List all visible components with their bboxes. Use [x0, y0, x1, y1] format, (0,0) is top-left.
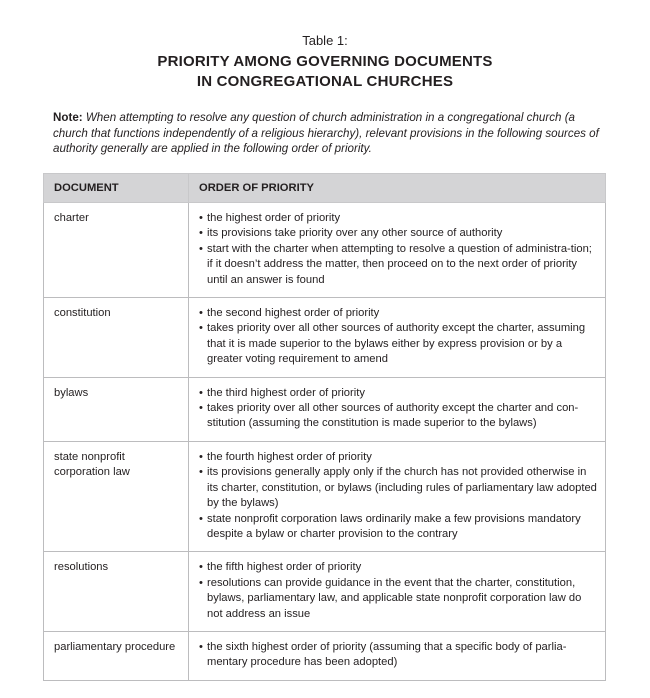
priority-bullet-list	[199, 450, 597, 542]
note-paragraph	[53, 110, 613, 157]
document-name-line: corporation law	[54, 466, 130, 479]
document-cell	[44, 298, 189, 378]
priority-bullet: • the fourth highest order of priority	[199, 450, 597, 465]
document-name-line: state nonprofit	[54, 450, 125, 463]
priority-bullet: • state nonprofit corporation laws ordinarily make a few provisions mandatory despite a bylaw or charter provision to the contrary	[199, 512, 597, 543]
document-cell	[44, 203, 189, 298]
document-name-line: constitution	[54, 307, 111, 320]
note-text: When attempting to resolve any question of church administration in a congregational church (a church that functions independently of a religious hierarchy), relevant provisions in the following sources of authority generally are applied in the following order of priority.	[53, 111, 599, 156]
priority-bullet-list	[199, 560, 597, 622]
priority-bullet-list	[199, 386, 597, 432]
priority-cell	[189, 441, 606, 551]
priority-cell	[189, 377, 606, 441]
priority-bullet: • start with the charter when attempting to resolve a question of administra-tion; if it doesn’t address the matter, then proceed on to the next order of priority until an answer is found	[199, 242, 597, 288]
document-name-line: bylaws	[54, 386, 89, 399]
priority-cell	[189, 552, 606, 632]
table-title	[0, 52, 650, 92]
priority-bullet-list	[199, 306, 597, 368]
priority-bullet: • resolutions can provide guidance in the event that the charter, constitution, bylaws, parliamentary law, and applicable state nonprofit corporation law do not address an issue	[199, 576, 597, 622]
table-row	[44, 298, 606, 378]
table-title-line-1: PRIORITY AMONG GOVERNING DOCUMENTS	[157, 53, 493, 70]
document-cell	[44, 377, 189, 441]
document-cell	[44, 552, 189, 632]
priority-bullet: • takes priority over all other sources of authority except the charter, assuming that it is made superior to the bylaws either by express provision or by a greater voting requirement to amend	[199, 321, 597, 367]
table-caption: Table 1:	[302, 33, 348, 48]
table-row	[44, 377, 606, 441]
priority-bullet: • its provisions take priority over any other source of authority	[199, 226, 597, 241]
document-cell	[44, 631, 189, 680]
priority-table	[43, 173, 606, 681]
priority-bullet: • the second highest order of priority	[199, 306, 597, 321]
note-label: Note:	[53, 111, 83, 124]
table-row	[44, 631, 606, 680]
priority-bullet: • the third highest order of priority	[199, 386, 597, 401]
priority-bullet: • the highest order of priority	[199, 211, 597, 226]
table-row	[44, 552, 606, 632]
priority-bullet-list	[199, 211, 597, 288]
priority-bullet: • the fifth highest order of priority	[199, 560, 597, 575]
table-body	[44, 203, 606, 681]
priority-bullet: • takes priority over all other sources of authority except the charter and con-stitution (assuming the constitution is made superior to the bylaws)	[199, 401, 597, 432]
priority-bullet: • the sixth highest order of priority (assuming that a specific body of parlia-mentary procedure has been adopted)	[199, 640, 597, 671]
priority-cell	[189, 203, 606, 298]
header-document: DOCUMENT	[44, 174, 189, 203]
table-title-line-2: IN CONGREGATIONAL CHURCHES	[196, 73, 454, 90]
priority-cell	[189, 298, 606, 378]
priority-cell	[189, 631, 606, 680]
priority-bullet-list	[199, 640, 597, 671]
document-name-line: charter	[54, 212, 89, 224]
table-row	[44, 203, 606, 298]
document-cell	[44, 441, 189, 551]
document-name-line: resolutions	[54, 561, 109, 574]
header-order-of-priority: ORDER OF PRIORITY	[189, 174, 606, 203]
document-name-line: parliamentary procedure	[54, 640, 176, 653]
table-header-row	[44, 174, 606, 203]
table-row	[44, 441, 606, 551]
priority-bullet: • its provisions generally apply only if the church has not provided otherwise in its charter, constitution, or bylaws (including rules of parliamentary law adopted by the bylaws)	[199, 465, 597, 511]
